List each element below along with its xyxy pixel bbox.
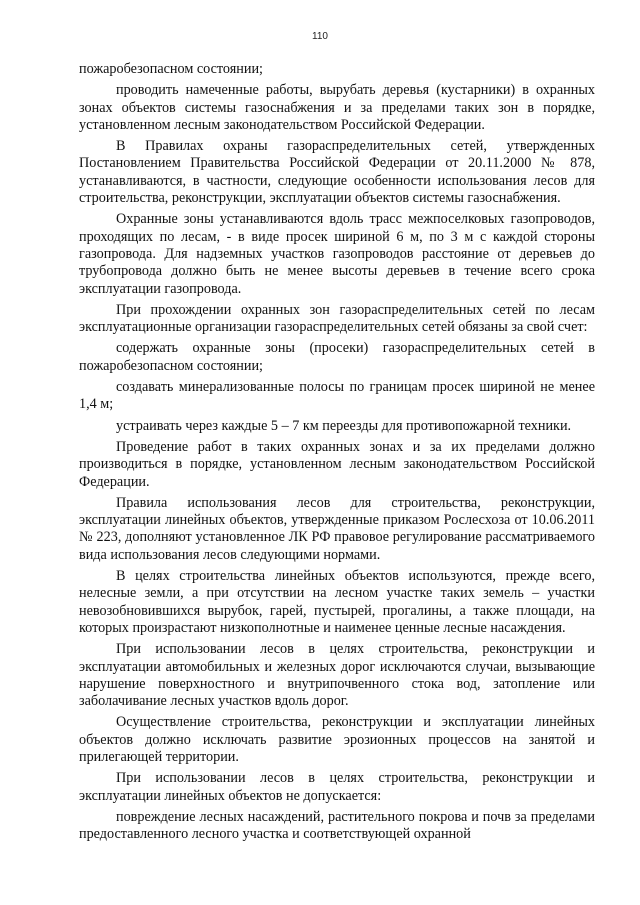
paragraph: Охранные зоны устанавливаются вдоль трасс межпоселковых газопроводов, проходящих по лесам, - в виде просек шириной 6 м, по 3 м с каждой стороны газопровода. Для надземных участков газопроводов расстояние от деревьев до трубопровода должно быть не менее высоты деревьев в течение всего срока эксплуатации газопровода. <box>79 211 595 297</box>
paragraph: При использовании лесов в целях строительства, реконструкции и эксплуатации автомобильных и железных дорог исключаются случаи, вызывающие нарушение поверхностного и внутрипочвенного стока вод, затопление или заболачивание лесных участков вдоль дорог. <box>79 641 595 710</box>
paragraph: проводить намеченные работы, вырубать деревья (кустарники) в охранных зонах объектов системы газоснабжения и за пределами таких зон в порядке, установленном лесным законодательством Российской Федерации. <box>79 82 595 133</box>
page-number: 110 <box>312 31 328 42</box>
paragraph: содержать охранные зоны (просеки) газораспределительных сетей в пожаробезопасном состоянии; <box>79 340 595 374</box>
paragraph: В Правилах охраны газораспределительных сетей, утвержденных Постановлением Правительства Российской Федерации от 20.11.2000 № 878, устанавливаются, в частности, следующие особенности использования лесов для строительства, реконструкции, эксплуатации объектов системы газоснабжения. <box>79 138 595 207</box>
paragraph: устраивать через каждые 5 – 7 км переезды для противопожарной техники. <box>116 417 572 434</box>
paragraph: При прохождении охранных зон газораспределительных сетей по лесам эксплуатационные организации газораспределительных сетей обязаны за свой счет: <box>79 301 595 336</box>
paragraph: Проведение работ в таких охранных зонах и за их пределами должно производиться в порядке, установленном лесным законодательством Российской Федерации. <box>79 438 595 490</box>
body-text <box>79 61 595 843</box>
paragraph: При использовании лесов в целях строительства, реконструкции и эксплуатации линейных объектов не допускается: <box>79 770 595 804</box>
paragraph: В целях строительства линейных объектов используются, прежде всего, нелесные земли, а при отсутствии на лесном участке таких земель – участки невозобновившихся вырубок, гарей, пустырей, прогалины, а также площади, на которых произрастают низкополнотные и наименее ценные лесные насаждения. <box>79 568 595 636</box>
paragraph: пожаробезопасном состоянии; <box>79 61 263 77</box>
paragraph: повреждение лесных насаждений, растительного покрова и почв за пределами предоставленного лесного участка и соответствующей охранной <box>79 808 595 843</box>
paragraph: создавать минерализованные полосы по границам просек шириной не менее 1,4 м; <box>79 379 595 413</box>
paragraph: Осуществление строительства, реконструкции и эксплуатации линейных объектов должно исключать развитие эрозионных процессов на занятой и прилегающей территории. <box>79 714 595 765</box>
paragraph: Правила использования лесов для строительства, реконструкции, эксплуатации линейных объектов, утвержденные приказом Рослесхоза от 10.06.2011 № 223, дополняют установленное ЛК РФ правовое регулирование рассматриваемого вида использования лесов следующими нормами. <box>79 494 595 563</box>
